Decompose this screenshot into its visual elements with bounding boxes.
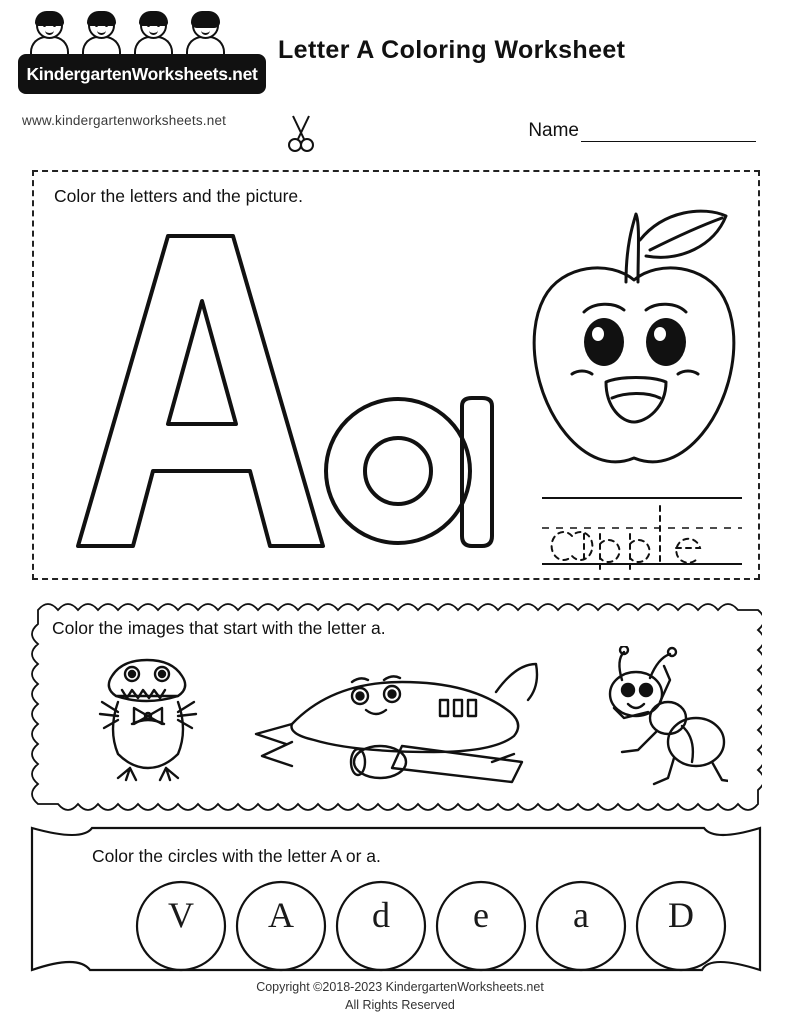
section-color-images	[30, 596, 762, 818]
ant-picture[interactable]	[578, 646, 728, 796]
section-2-instruction: Color the images that start with the letter a.	[52, 618, 386, 638]
circle-letter[interactable]: d	[372, 895, 390, 935]
letter-aa-outline[interactable]	[58, 216, 498, 566]
circle-letter[interactable]: D	[668, 895, 694, 935]
letter-circles	[28, 880, 764, 972]
name-field[interactable]	[528, 120, 756, 142]
section-color-letters	[32, 170, 760, 580]
section-color-circles	[28, 822, 764, 974]
circle-letter[interactable]: a	[573, 895, 589, 935]
page-footer	[0, 978, 800, 1014]
rights-text: All Rights Reserved	[345, 998, 455, 1013]
section-2-images	[30, 644, 762, 804]
scissors-icon	[280, 112, 322, 154]
site-logo[interactable]	[18, 10, 266, 102]
apple-picture[interactable]	[514, 202, 754, 502]
airplane-picture[interactable]	[252, 650, 552, 800]
name-label: Name	[528, 120, 579, 141]
section-1-instruction: Color the letters and the picture.	[54, 186, 304, 206]
logo-bar	[18, 54, 266, 94]
site-url: www.kindergartenworksheets.net	[22, 113, 227, 128]
page-title: Letter A Coloring Worksheet	[278, 36, 626, 64]
circle-letter[interactable]: e	[473, 895, 489, 935]
logo-text: KindergartenWorksheets.net	[26, 63, 258, 84]
logo-badge	[18, 10, 266, 102]
four-children-icon	[28, 10, 233, 58]
name-write-line[interactable]	[581, 126, 756, 142]
copyright-text: Copyright ©2018-2023 KindergartenWorksheets.net	[256, 980, 544, 994]
circle-letter[interactable]: A	[268, 895, 294, 935]
circle-letter[interactable]: V	[168, 895, 194, 935]
page-header	[0, 0, 800, 150]
traced-word-apple[interactable]	[542, 494, 742, 574]
alligator-picture[interactable]	[72, 646, 222, 796]
section-3-instruction: Color the circles with the letter A or a.	[92, 846, 381, 866]
